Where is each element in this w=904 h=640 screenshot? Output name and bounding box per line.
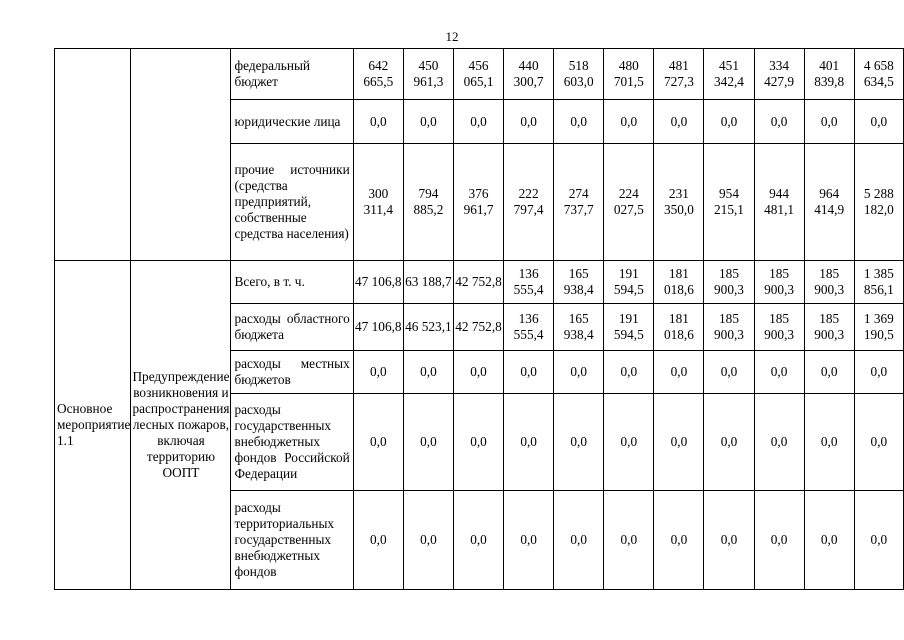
value-cell: 334 427,9	[754, 49, 804, 100]
value-cell: 0,0	[353, 100, 403, 144]
value-cell: 42 752,8	[453, 261, 503, 304]
value-cell: 456 065,1	[453, 49, 503, 100]
value-cell: 181 018,6	[654, 304, 704, 351]
value-cell: 136 555,4	[504, 261, 554, 304]
value-cell: 224 027,5	[604, 144, 654, 261]
value-cell: 480 701,5	[604, 49, 654, 100]
value-cell: 191 594,5	[604, 304, 654, 351]
value-cell: 300 311,4	[353, 144, 403, 261]
value-cell: 46 523,1	[403, 304, 453, 351]
value-cell: 42 752,8	[453, 304, 503, 351]
funding-source-cell: Всего, в т. ч.	[231, 261, 353, 304]
total-cell: 1 369 190,5	[854, 304, 903, 351]
value-cell: 0,0	[353, 351, 403, 394]
value-cell: 63 188,7	[403, 261, 453, 304]
value-cell: 0,0	[453, 351, 503, 394]
value-cell: 0,0	[604, 491, 654, 590]
value-cell: 165 938,4	[554, 261, 604, 304]
value-cell: 0,0	[654, 491, 704, 590]
value-cell: 0,0	[754, 351, 804, 394]
value-cell: 0,0	[353, 491, 403, 590]
value-cell: 0,0	[403, 491, 453, 590]
value-cell: 185 900,3	[704, 261, 754, 304]
value-cell: 0,0	[453, 394, 503, 491]
value-cell: 185 900,3	[754, 261, 804, 304]
funding-source-cell: федеральный бюджет	[231, 49, 353, 100]
value-cell: 642 665,5	[353, 49, 403, 100]
value-cell: 0,0	[554, 351, 604, 394]
value-cell: 0,0	[554, 100, 604, 144]
value-cell: 47 106,8	[353, 261, 403, 304]
value-cell: 481 727,3	[654, 49, 704, 100]
table-row	[55, 49, 904, 100]
value-cell: 0,0	[704, 351, 754, 394]
value-cell: 944 481,1	[754, 144, 804, 261]
total-cell: 0,0	[854, 351, 903, 394]
measure-cell	[55, 49, 131, 261]
value-cell: 0,0	[804, 351, 854, 394]
value-cell: 376 961,7	[453, 144, 503, 261]
total-cell: 1 385 856,1	[854, 261, 903, 304]
value-cell: 0,0	[504, 491, 554, 590]
value-cell: 0,0	[754, 491, 804, 590]
value-cell: 964 414,9	[804, 144, 854, 261]
value-cell: 0,0	[353, 394, 403, 491]
value-cell: 0,0	[804, 491, 854, 590]
value-cell: 0,0	[453, 491, 503, 590]
value-cell: 0,0	[403, 394, 453, 491]
page-number: 12	[445, 29, 459, 44]
total-cell: 4 658 634,5	[854, 49, 903, 100]
value-cell: 222 797,4	[504, 144, 554, 261]
value-cell: 794 885,2	[403, 144, 453, 261]
table-row	[55, 261, 904, 304]
total-cell: 0,0	[854, 491, 903, 590]
value-cell: 0,0	[754, 100, 804, 144]
value-cell: 165 938,4	[554, 304, 604, 351]
value-cell: 0,0	[804, 100, 854, 144]
value-cell: 136 555,4	[504, 304, 554, 351]
value-cell: 181 018,6	[654, 261, 704, 304]
value-cell: 0,0	[403, 351, 453, 394]
value-cell: 0,0	[654, 100, 704, 144]
total-cell: 5 288 182,0	[854, 144, 903, 261]
value-cell: 185 900,3	[754, 304, 804, 351]
value-cell: 47 106,8	[353, 304, 403, 351]
description-cell: Предупреждение возникновения и распространения лесных пожаров, включая территорию ООПТ	[131, 261, 231, 590]
funding-source-cell: расходы областного бюджета	[231, 304, 353, 351]
value-cell: 0,0	[604, 394, 654, 491]
value-cell: 0,0	[554, 394, 604, 491]
value-cell: 0,0	[504, 351, 554, 394]
measure-cell: Основное мероприятие 1.1	[55, 261, 131, 590]
value-cell: 0,0	[654, 351, 704, 394]
value-cell: 0,0	[754, 394, 804, 491]
value-cell: 954 215,1	[704, 144, 754, 261]
value-cell: 0,0	[453, 100, 503, 144]
value-cell: 274 737,7	[554, 144, 604, 261]
funding-source-cell: юридические лица	[231, 100, 353, 144]
value-cell: 0,0	[804, 394, 854, 491]
value-cell: 0,0	[403, 100, 453, 144]
value-cell: 0,0	[604, 100, 654, 144]
value-cell: 191 594,5	[604, 261, 654, 304]
total-cell: 0,0	[854, 100, 903, 144]
description-cell	[131, 49, 231, 261]
funding-source-cell: расходы государственных внебюджетных фондов Российской Федерации	[231, 394, 353, 491]
value-cell: 401 839,8	[804, 49, 854, 100]
value-cell: 518 603,0	[554, 49, 604, 100]
funding-table	[54, 48, 904, 590]
value-cell: 0,0	[554, 491, 604, 590]
funding-source-cell: расходы местных бюджетов	[231, 351, 353, 394]
funding-source-cell: расходы территориальных государственных внебюджетных фондов	[231, 491, 353, 590]
value-cell: 185 900,3	[804, 304, 854, 351]
value-cell: 0,0	[604, 351, 654, 394]
value-cell: 450 961,3	[403, 49, 453, 100]
value-cell: 0,0	[704, 100, 754, 144]
value-cell: 185 900,3	[804, 261, 854, 304]
total-cell: 0,0	[854, 394, 903, 491]
funding-source-cell: прочие источники (средства предприятий, собственные средства населения)	[231, 144, 353, 261]
value-cell: 0,0	[504, 100, 554, 144]
value-cell: 185 900,3	[704, 304, 754, 351]
value-cell: 451 342,4	[704, 49, 754, 100]
value-cell: 440 300,7	[504, 49, 554, 100]
value-cell: 0,0	[704, 394, 754, 491]
value-cell: 231 350,0	[654, 144, 704, 261]
value-cell: 0,0	[654, 394, 704, 491]
value-cell: 0,0	[504, 394, 554, 491]
value-cell: 0,0	[704, 491, 754, 590]
